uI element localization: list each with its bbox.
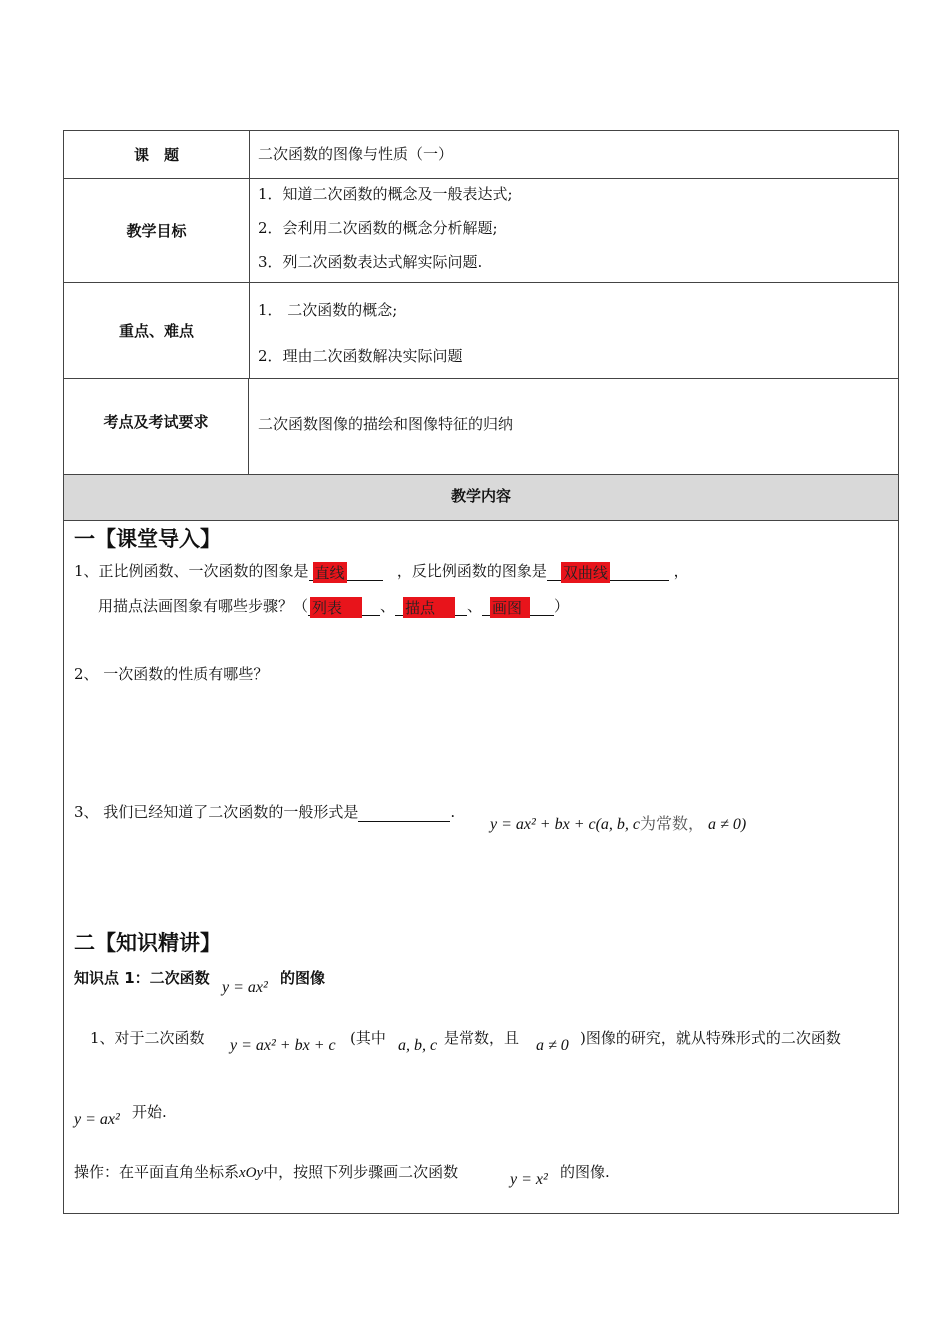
topic-label: 课 题 <box>64 131 250 178</box>
step-draw: 画图 <box>490 597 530 618</box>
kp-suffix: 的图像 <box>280 969 326 987</box>
lesson-plan-table <box>63 130 899 1214</box>
section2-title: 二【知识精讲】 <box>74 931 221 955</box>
goal-item-1: 1．知道二次函数的概念及一般表达式; <box>258 185 513 203</box>
key-points-label: 重点、难点 <box>64 283 250 378</box>
knowledge-point-1: 知识点 1：二次函数 <box>74 969 210 987</box>
para-2-text: 开始. <box>132 1103 167 1121</box>
general-form-formula: y = ax² + bx + c(a, b, c为常数， a ≠ 0) <box>490 816 747 833</box>
question-2: 2、 一次函数的性质有哪些？ <box>74 665 269 683</box>
goal-item-2: 2．会利用二次函数的概念分析解题; <box>258 219 498 237</box>
answer-hyperbola: 双曲线 <box>562 564 608 582</box>
topic-value: 二次函数的图像与性质（一） <box>258 145 454 163</box>
step-blank-2 <box>395 597 467 616</box>
para-2-formula: y = ax² <box>74 1111 120 1128</box>
teaching-goals-label: 教学目标 <box>64 179 250 282</box>
step-blank-1 <box>308 597 380 616</box>
para-1-b: (其中 <box>350 1029 386 1047</box>
step-blank-3 <box>482 597 554 616</box>
row-topic <box>64 131 898 179</box>
operation-text: 操作：在平面直角坐标系xOy中，按照下列步骤画二次函数 <box>74 1163 459 1181</box>
exam-requirements-value: 二次函数图像的描绘和图像特征的归纳 <box>258 415 514 433</box>
operation-formula: y = x² <box>510 1171 548 1188</box>
kp-formula: y = ax² <box>222 979 268 996</box>
answer-blank-2 <box>547 562 669 581</box>
para-1-condition: a ≠ 0 <box>536 1037 569 1054</box>
question-1-line-1: 1、正比例函数、一次函数的图象是 直线 ，反比例函数的图象是 双曲线 ， <box>74 562 689 582</box>
exam-requirements-label: 考点及考试要求 <box>64 379 249 474</box>
row-content-header <box>64 475 898 521</box>
key-point-1: 1． 二次函数的概念; <box>258 301 398 319</box>
answer-straight-line: 直线 <box>314 564 345 582</box>
step-list: 列表 <box>310 597 362 618</box>
para-1-formula: y = ax² + bx + c <box>230 1037 336 1054</box>
question-1-line-2: 用描点法画图象有哪些步骤？（ 列表 、 描点 、 画图 ） <box>98 597 570 617</box>
row-key-points <box>64 283 898 379</box>
step-plot: 描点 <box>403 597 455 618</box>
para-1-abc: a, b, c <box>398 1037 438 1054</box>
para-1-c: 是常数，且 <box>444 1029 520 1047</box>
question-3: 3、 我们已经知道了二次函数的一般形式是 . <box>74 803 456 821</box>
answer-blank-1 <box>309 562 383 581</box>
content-header: 教学内容 <box>450 487 511 505</box>
para-1-d: )图像的研究，就从特殊形式的二次函数 <box>580 1029 841 1047</box>
goal-item-3: 3．列二次函数表达式解实际问题. <box>258 253 483 271</box>
key-point-2: 2．理由二次函数解决实际问题 <box>258 347 463 365</box>
operation-suffix: 的图像. <box>560 1163 610 1181</box>
row-exam-requirements <box>64 379 898 475</box>
section1-title: 一【课堂导入】 <box>74 527 221 551</box>
answer-blank-3 <box>358 803 450 822</box>
row-teaching-goals <box>64 179 898 283</box>
para-1-a: 1、对于二次函数 <box>90 1029 205 1047</box>
